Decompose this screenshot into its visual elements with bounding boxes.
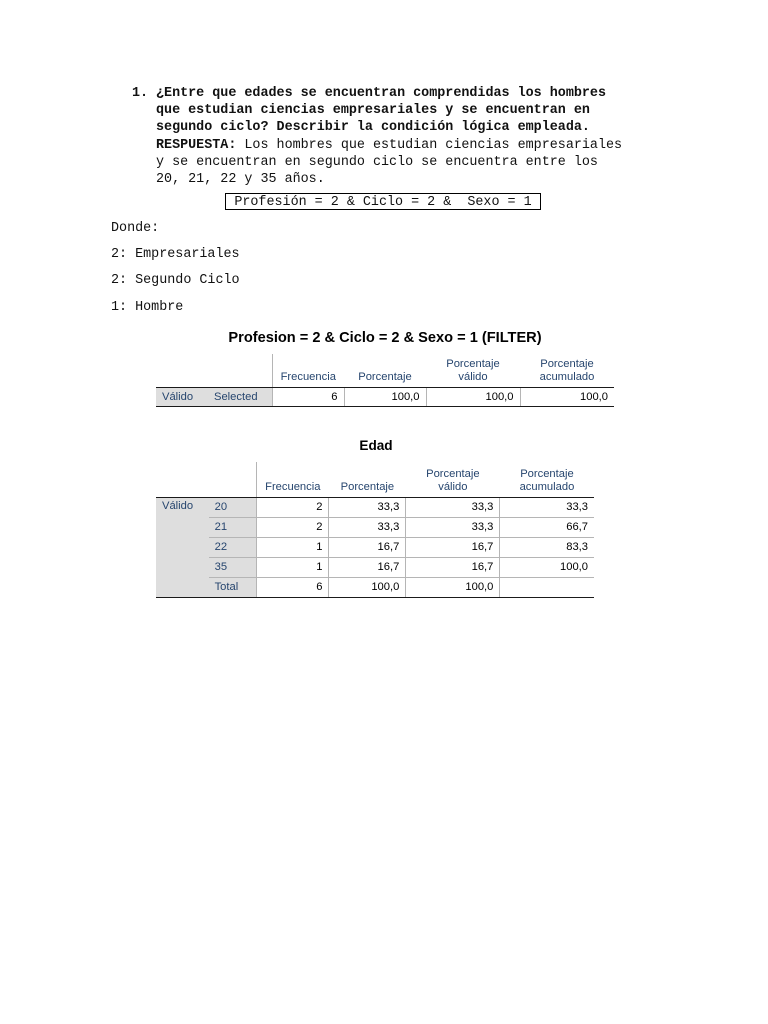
- answer-label: RESPUESTA:: [156, 137, 237, 153]
- filter-table-grid: [156, 354, 614, 407]
- row-label: 35: [209, 557, 257, 577]
- legend-item: 2: Empresariales: [111, 247, 240, 262]
- row-label: 21: [209, 517, 257, 537]
- header-porcentaje-acumulado: Porcentaje acumulado: [520, 354, 614, 387]
- cell-frecuencia: 6: [256, 577, 329, 597]
- cell-porcentaje-valido: 33,3: [406, 497, 500, 517]
- question-text: [156, 85, 692, 188]
- cell-porcentaje-valido: 100,0: [406, 577, 500, 597]
- cell-porcentaje: 16,7: [329, 557, 406, 577]
- cell-porcentaje-valido: 16,7: [406, 557, 500, 577]
- question-line: ¿Entre que edades se encuentran comprendidas los hombres: [156, 86, 606, 101]
- row-group-label: Válido: [156, 497, 209, 597]
- filter-formula: Profesión = 2 & Ciclo = 2 & Sexo = 1: [225, 193, 541, 210]
- answer-text: Los hombres que estudian ciencias empresariales: [236, 137, 623, 153]
- filter-frequency-table: [156, 330, 614, 410]
- age-table-title: Edad: [359, 438, 393, 453]
- header-porcentaje: Porcentaje: [344, 354, 426, 387]
- cell-porcentaje-acumulado: 66,7: [500, 517, 594, 537]
- cell-porcentaje: 33,3: [329, 497, 406, 517]
- cell-porcentaje-acumulado: 83,3: [500, 537, 594, 557]
- cell-porcentaje: 16,7: [329, 537, 406, 557]
- row-label: Selected: [208, 387, 272, 406]
- answer-line: [156, 137, 692, 154]
- answer-line: 20, 21, 22 y 35 años.: [156, 172, 325, 188]
- question-block: [132, 85, 692, 188]
- row-label: 20: [209, 497, 257, 517]
- header-porcentaje-valido: Porcentaje válido: [406, 462, 500, 497]
- corner-cell: [156, 354, 208, 387]
- cell-porcentaje: 100,0: [329, 577, 406, 597]
- age-frequency-table: [156, 438, 596, 600]
- row-label: 22: [209, 537, 257, 557]
- corner-cell: [208, 354, 272, 387]
- cell-frecuencia: 1: [256, 557, 329, 577]
- cell-porcentaje-valido: 100,0: [426, 387, 520, 406]
- corner-cell: [156, 462, 209, 497]
- legend-item: 1: Hombre: [111, 300, 184, 315]
- cell-porcentaje-valido: 33,3: [406, 517, 500, 537]
- cell-porcentaje-acumulado: [500, 577, 594, 597]
- row-label: Total: [209, 577, 257, 597]
- cell-frecuencia: 2: [256, 497, 329, 517]
- legend-item: 2: Segundo Ciclo: [111, 273, 240, 288]
- age-table-grid: [156, 462, 594, 598]
- cell-frecuencia: 1: [256, 537, 329, 557]
- cell-frecuencia: 6: [272, 387, 344, 406]
- cell-porcentaje: 33,3: [329, 517, 406, 537]
- legend-heading: Donde:: [111, 221, 160, 236]
- question-line: que estudian ciencias empresariales y se encuentran en: [156, 103, 590, 119]
- answer-line: y se encuentran en segundo ciclo se encuentra entre los: [156, 154, 598, 170]
- header-porcentaje-valido: Porcentaje válido: [426, 354, 520, 387]
- cell-porcentaje-acumulado: 100,0: [520, 387, 614, 406]
- corner-cell: [209, 462, 257, 497]
- header-frecuencia: Frecuencia: [272, 354, 344, 387]
- filter-table-title: Profesion = 2 & Ciclo = 2 & Sexo = 1 (FILTER): [228, 330, 542, 346]
- header-porcentaje-acumulado: Porcentaje acumulado: [500, 462, 594, 497]
- question-number: 1.: [132, 86, 149, 101]
- cell-porcentaje: 100,0: [344, 387, 426, 406]
- cell-frecuencia: 2: [256, 517, 329, 537]
- header-frecuencia: Frecuencia: [256, 462, 329, 497]
- header-porcentaje: Porcentaje: [329, 462, 406, 497]
- cell-porcentaje-acumulado: 33,3: [500, 497, 594, 517]
- cell-porcentaje-acumulado: 100,0: [500, 557, 594, 577]
- row-group-label: Válido: [156, 387, 208, 406]
- cell-porcentaje-valido: 16,7: [406, 537, 500, 557]
- question-line: segundo ciclo? Describir la condición lógica empleada.: [156, 120, 590, 136]
